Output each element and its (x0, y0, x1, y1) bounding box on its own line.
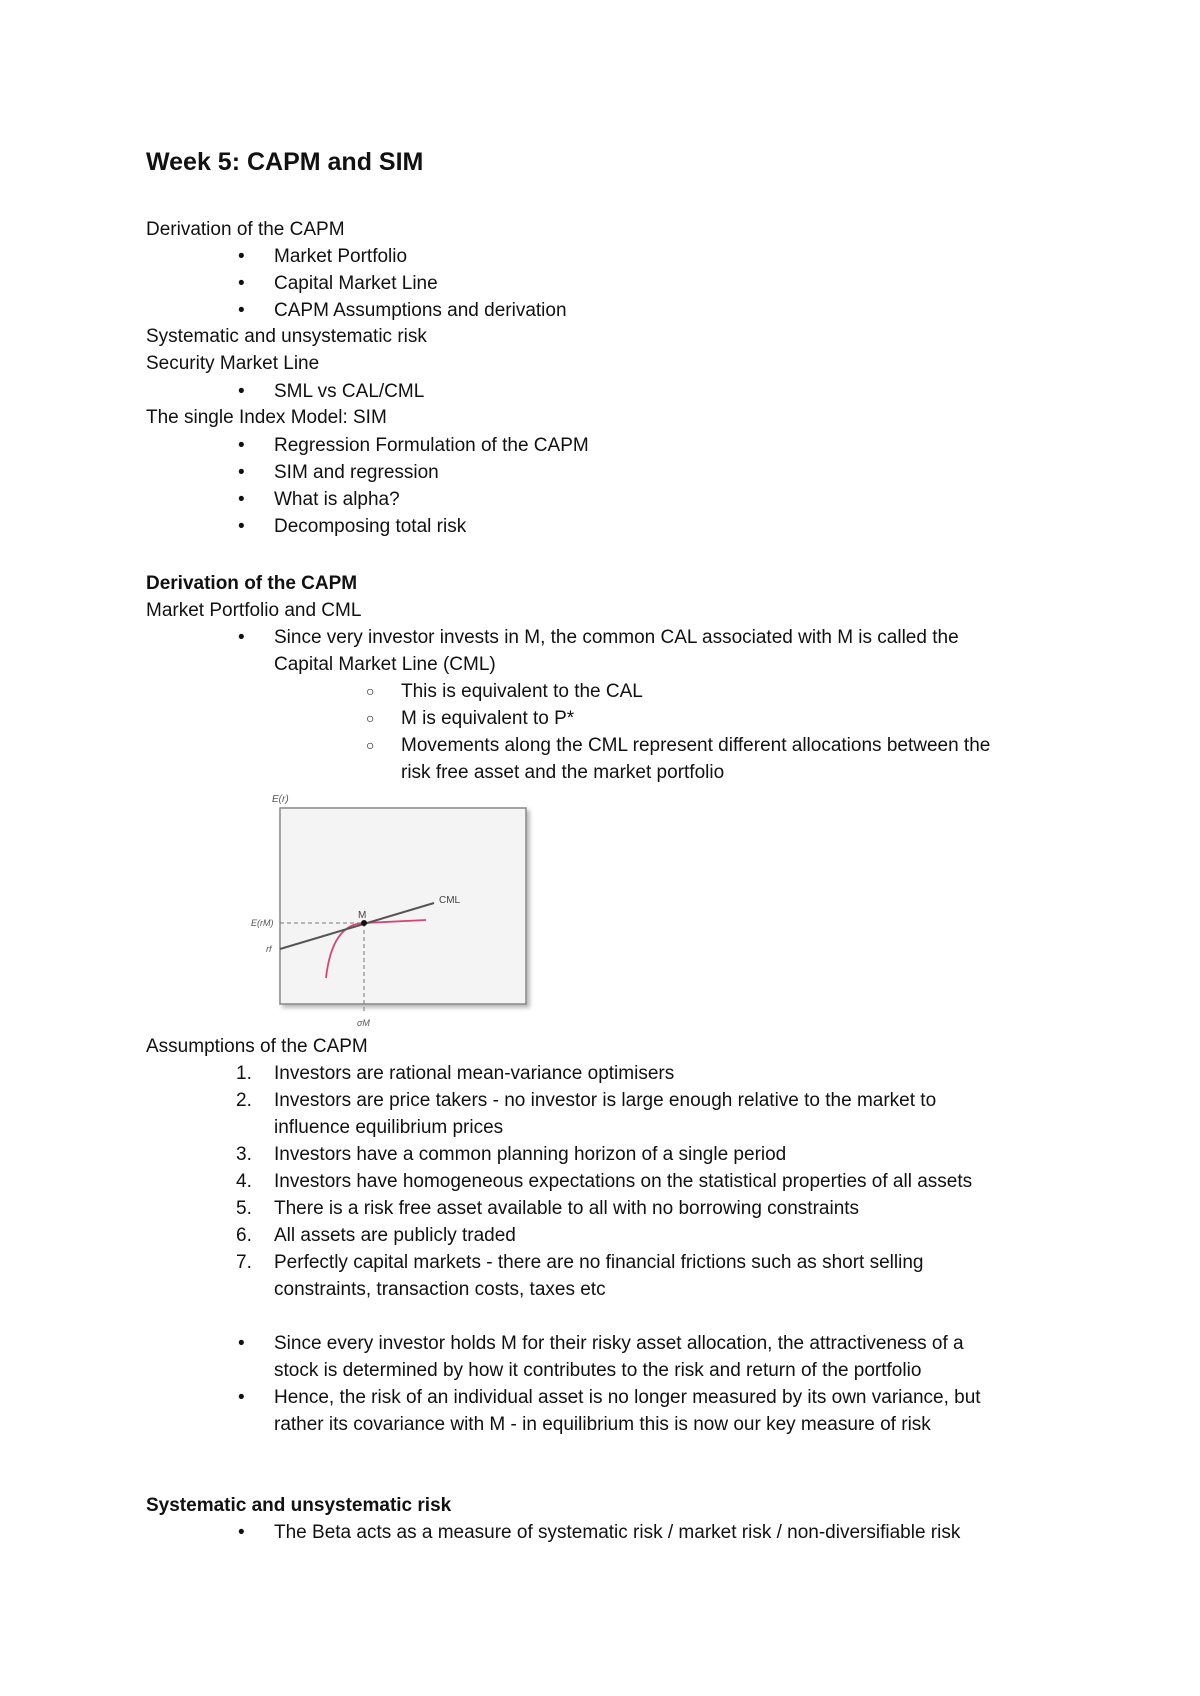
bullet-icon: • (238, 1387, 245, 1408)
list-item: Investors are rational mean-variance optimisers (274, 1063, 675, 1084)
bullet-icon: • (238, 462, 245, 483)
assumptions-heading: Assumptions of the CAPM (146, 1036, 368, 1057)
list-item-continued: Capital Market Line (CML) (274, 654, 496, 675)
list-item: Hence, the risk of an individual asset is no longer measured by its own variance, but (274, 1387, 981, 1408)
list-item-continued: stock is determined by how it contributes to the risk and return of the portfolio (274, 1360, 922, 1381)
point-label: M (358, 910, 367, 921)
bullet-icon: • (238, 516, 245, 537)
list-item: All assets are publicly traded (274, 1225, 516, 1246)
outline-systematic: Systematic and unsystematic risk (146, 326, 427, 347)
bullet-icon: • (238, 435, 245, 456)
section-subheading: Market Portfolio and CML (146, 600, 362, 621)
list-number: 5. (236, 1198, 252, 1219)
section-heading: Derivation of the CAPM (146, 573, 358, 594)
bullet-icon: • (238, 627, 245, 648)
list-number: 7. (236, 1252, 252, 1273)
list-number: 2. (236, 1090, 252, 1111)
outline-sim-heading: The single Index Model: SIM (146, 407, 387, 428)
bullet-icon: • (238, 381, 245, 402)
list-item: SIM and regression (274, 462, 439, 483)
bullet-icon: • (238, 273, 245, 294)
list-item: The Beta acts as a measure of systematic risk / market risk / non-diversifiable risk (274, 1522, 961, 1543)
list-item: Since every investor holds M for their risky asset allocation, the attractiveness of a (274, 1333, 964, 1354)
list-item-continued: influence equilibrium prices (274, 1117, 504, 1138)
sub-list-item: This is equivalent to the CAL (401, 681, 643, 702)
sub-list-item: Movements along the CML represent different allocations between the (401, 735, 991, 756)
list-number: 6. (236, 1225, 252, 1246)
circle-bullet-icon: ○ (366, 710, 375, 726)
list-item: Capital Market Line (274, 273, 438, 294)
sub-list-item: M is equivalent to P* (401, 708, 575, 729)
circle-bullet-icon: ○ (366, 737, 375, 753)
page-title: Week 5: CAPM and SIM (146, 148, 424, 176)
outline-heading: Derivation of the CAPM (146, 219, 345, 240)
list-item: What is alpha? (274, 489, 400, 510)
cml-figure (250, 790, 540, 1030)
rf-label: rf (266, 944, 272, 954)
circle-bullet-icon: ○ (366, 683, 375, 699)
list-item: There is a risk free asset available to all with no borrowing constraints (274, 1198, 860, 1219)
list-item-continued: rather its covariance with M - in equilibrium this is now our key measure of risk (274, 1414, 931, 1435)
list-item: CAPM Assumptions and derivation (274, 300, 567, 321)
plot-frame (280, 808, 526, 1004)
bullet-icon: • (238, 300, 245, 321)
x-tick-label: σM (357, 1018, 370, 1028)
bullet-icon: • (238, 1522, 245, 1543)
bullet-icon: • (238, 246, 245, 267)
list-item: Perfectly capital markets - there are no financial frictions such as short selling (274, 1252, 924, 1273)
list-item: Market Portfolio (274, 246, 408, 267)
outline-sml-heading: Security Market Line (146, 353, 320, 374)
list-number: 4. (236, 1171, 252, 1192)
list-item: SML vs CAL/CML (274, 381, 425, 402)
list-number: 1. (236, 1063, 252, 1084)
list-item: Investors have homogeneous expectations on the statistical properties of all assets (274, 1171, 973, 1192)
list-item: Investors have a common planning horizon of a single period (274, 1144, 787, 1165)
e-rm-label: E(rM) (251, 918, 274, 928)
list-item: Regression Formulation of the CAPM (274, 435, 589, 456)
line-label: CML (439, 895, 461, 906)
sub-list-item-continued: risk free asset and the market portfolio (401, 762, 725, 783)
bullet-icon: • (238, 1333, 245, 1354)
section-heading: Systematic and unsystematic risk (146, 1495, 452, 1516)
bullet-icon: • (238, 489, 245, 510)
list-number: 3. (236, 1144, 252, 1165)
y-axis-label: E(r) (272, 794, 289, 805)
list-item: Since very investor invests in M, the common CAL associated with M is called the (274, 627, 959, 648)
list-item: Decomposing total risk (274, 516, 467, 537)
list-item-continued: constraints, transaction costs, taxes etc (274, 1279, 606, 1300)
list-item: Investors are price takers - no investor is large enough relative to the market to (274, 1090, 937, 1111)
